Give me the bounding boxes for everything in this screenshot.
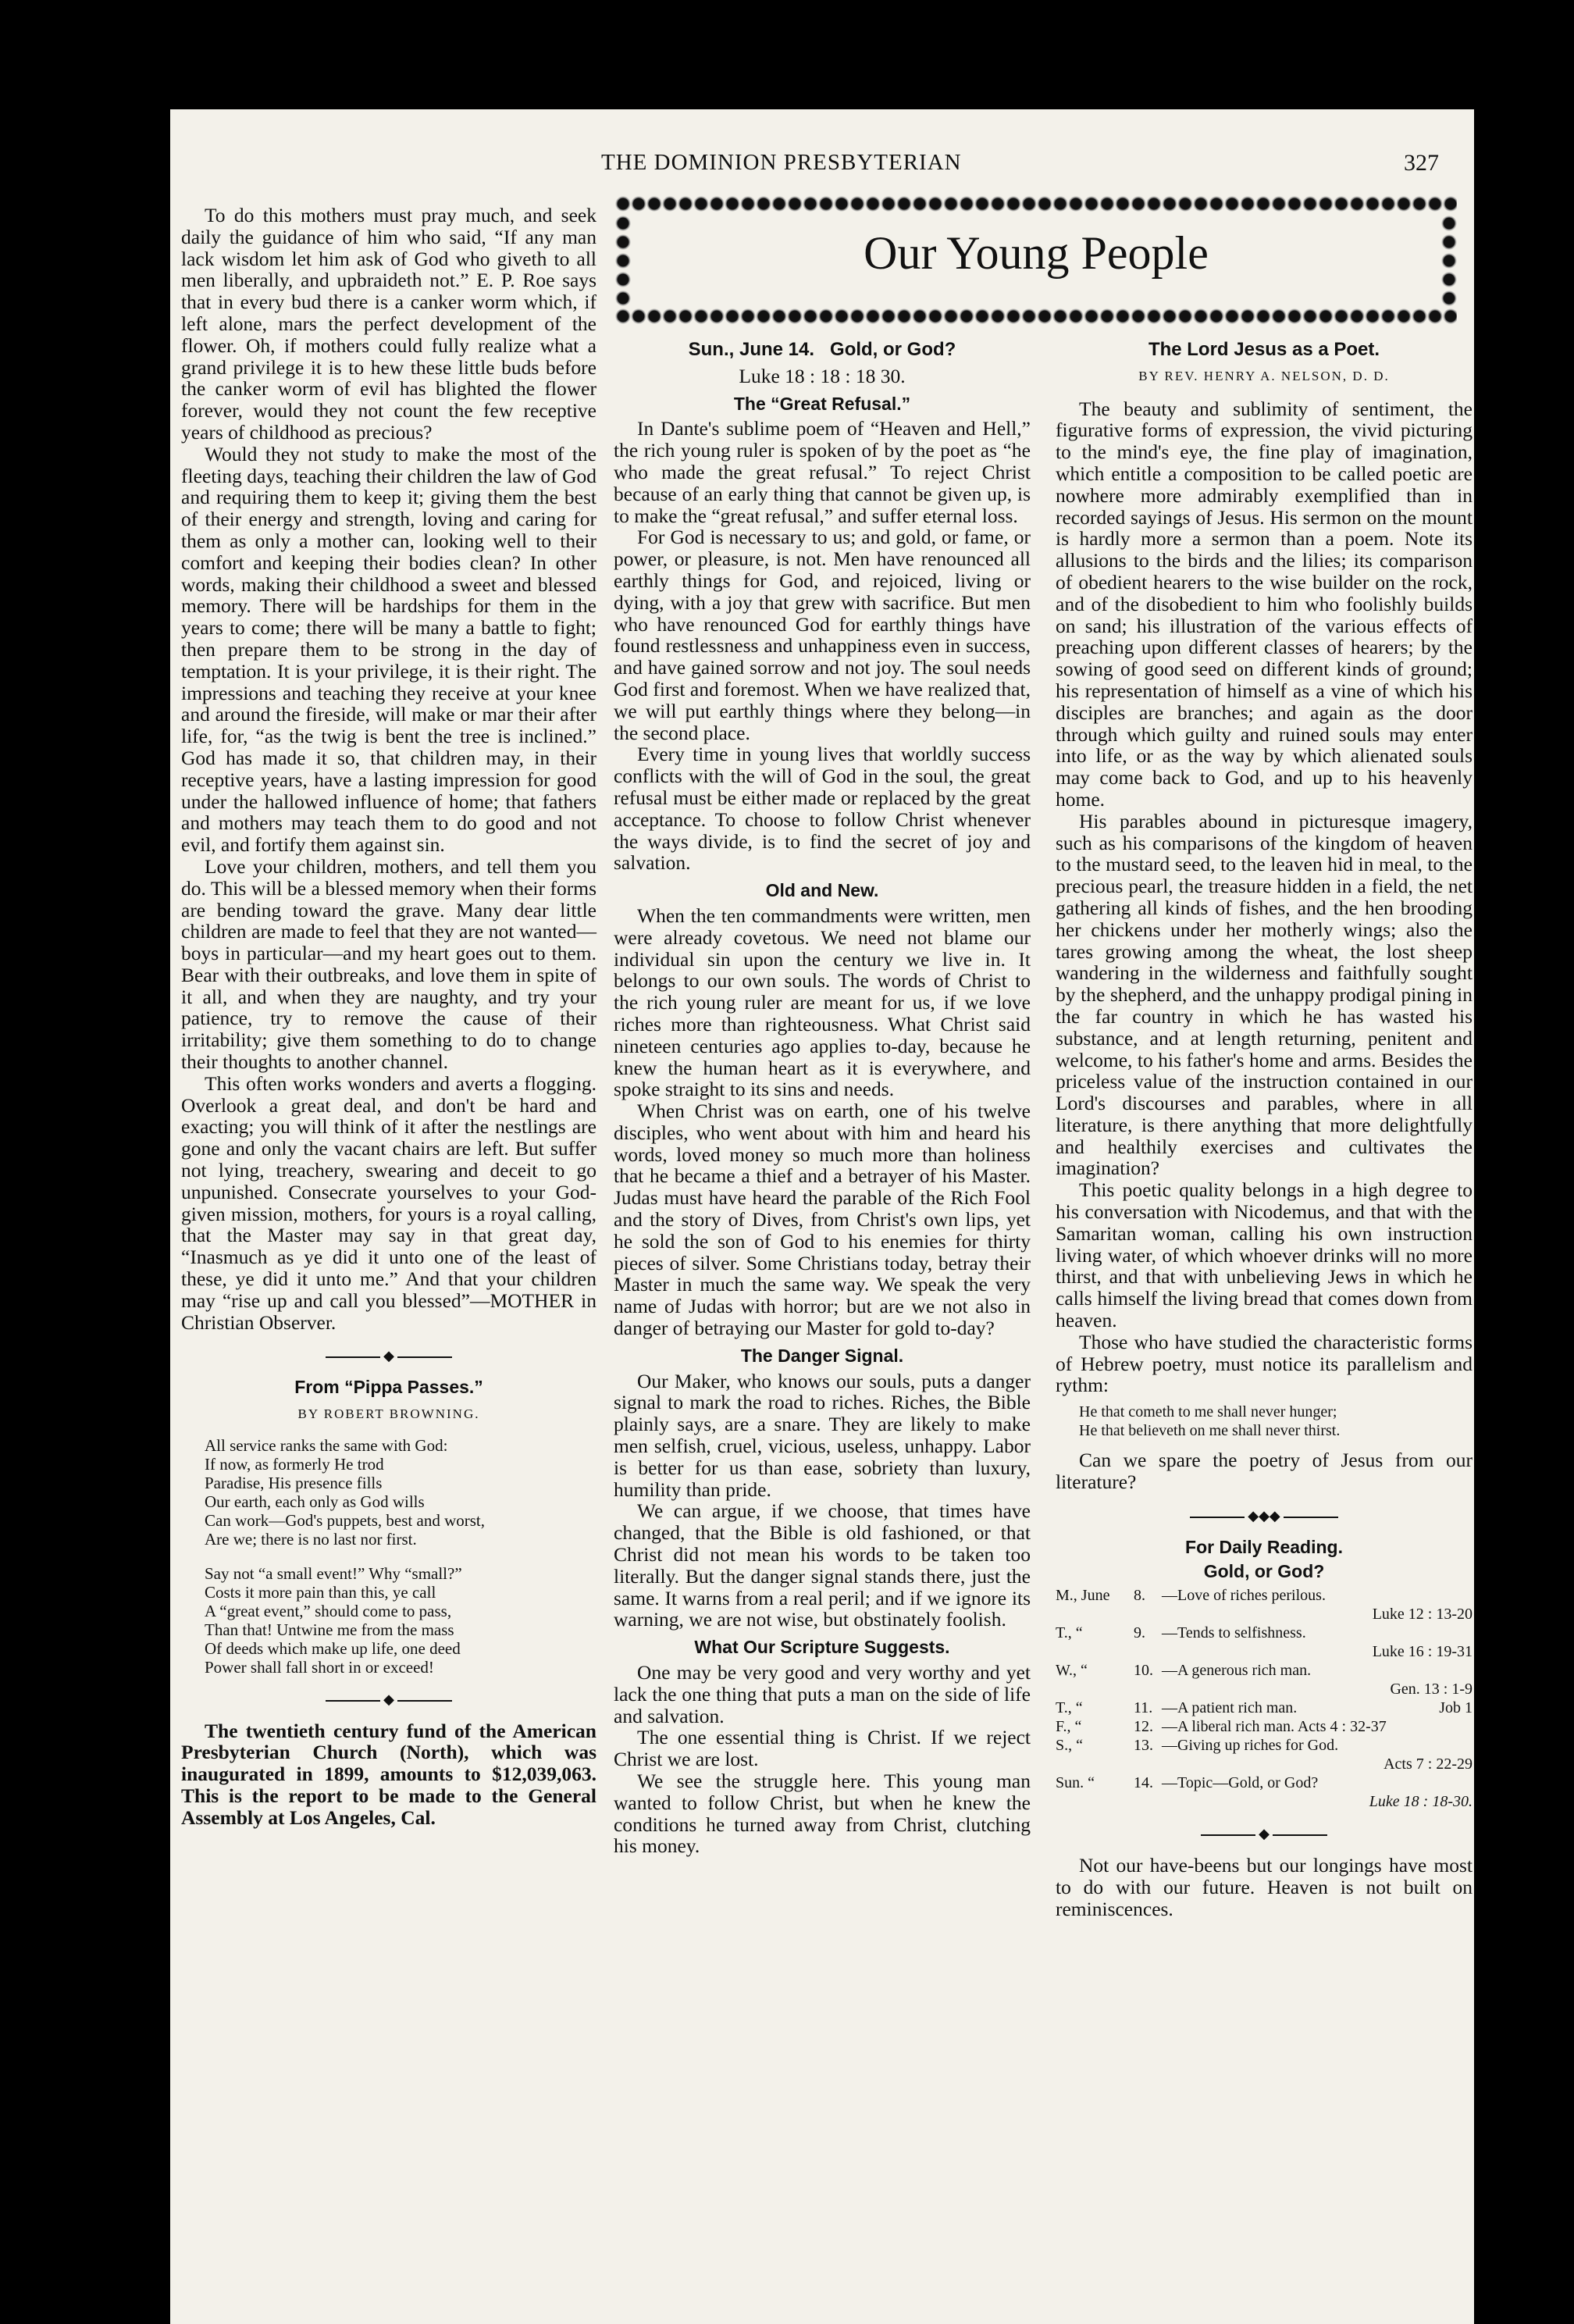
reading-day: T., “ [1056,1624,1083,1642]
poem-line: Than that! Untwine me from the mass [205,1620,454,1639]
poem-stanza-2 [205,1564,596,1677]
reading-number: 12. [1134,1718,1153,1736]
reading-text: —Tends to selfishness. [1162,1624,1306,1642]
reading-text: —Topic—Gold, or God? [1162,1774,1319,1792]
running-header: THE DOMINION PRESBYTERIAN [601,150,962,175]
list-item [1056,1736,1473,1773]
section-banner [615,194,1457,326]
paragraph: The beauty and sublimity of sentiment, the figurative forms of expression, the vivid picturing to the mind's eye, the fine play of imagination, which entitle a composition to be called poetic are nowhere more admirably exemplified than in recorded sayings of Jesus. His sermon on the mount is hardly more a sermon than a poem. Note its allusions to the birds and the lilies; its comparison of obedient hearers to the wise builder on the rock, and of the disobedient to him who foolishly builds on sand; his illustration of the various effects of preaching upon different classes of hearers; by the sowing of good seed on different kinds of ground; his representation of himself as a vine of which his disciples are branches; and again as the door through which guilty and ruined souls may enter into life, or as the way by which alienated souls may come back to God, and up to his heavenly home. [1056,397,1473,811]
reading-day: S., “ [1056,1737,1083,1755]
paragraph: Every time in young lives that worldly success conflicts with the will of God in the soul, the great refusal must be either made or replaced by the great acceptance. To choose to follow Christ whenever the ways divide, is to find the secret of joy and salvation. [614,743,1031,875]
reading-reference: Gen. 13 : 1-9 [1390,1681,1473,1698]
reading-text: —Giving up riches for God. [1162,1737,1339,1755]
paragraph: When the ten commandments were written, men were already covetous. We need not blame our individual sin upon the century we live in. It belongs to our own souls. The words of Christ to the rich young ruler are meant for us, if we love riches more than righteousness. What Christ said nineteen centuries ago applies to-day, because he knew the human heart as it is everywhere, and spoke straight to its sins and needs. [614,904,1031,1101]
reading-number: 9. [1134,1624,1145,1642]
column-left [181,205,596,1829]
paragraph: His parables abound in picturesque imagery, such as his comparisons of the kingdom of heaven to the mustard seed, to the leaven hid in meal, to the precious pearl, the treasure hidden in a field, the net gathering all kinds of fishes, and the hen brooding her chickens under her motherly wings; also the tares growing among the wheat, the lost sheep wandering in the wilderness and faithfully sought by the shepherd, and the unhappy prodigal pining in the far country in which he has wasted his substance, and at length returning, penitent and welcome, to his father's home and arms. Besides the priceless value of the instruction contained in our Lord's discourses and parables, where in all literature, is there anything that more delightfully and healthily exercises and cultivates the imagination? [1056,809,1473,1180]
reading-day: Sun. “ [1056,1774,1095,1792]
reading-number: 13. [1134,1737,1153,1755]
paragraph: We can argue, if we choose, that times have changed, that the Bible is old fashioned, or that Christ did not mean his words to be taken too literally. But the danger signal stands there, just the same. It warns from a real peril; and if we ignore its warning, we are not wise, but obstinately foolish. [614,1499,1031,1631]
reading-number: 14. [1134,1774,1153,1792]
banner-border-bottom [615,306,1457,326]
lesson-heading: Sun., June 14. Gold, or God? [688,339,956,360]
section-ornament: ◆ [181,1346,596,1367]
list-item [1056,1661,1473,1698]
reading-number: 8. [1134,1587,1145,1605]
list-item [1056,1586,1473,1624]
section-ornament: ◆◆◆ [1056,1506,1473,1527]
section-ornament: ◆ [181,1689,596,1711]
poet-article-title: The Lord Jesus as a Poet. [1148,339,1380,360]
lesson-reference: Luke 18 : 18 : 18 30. [739,364,906,387]
poet-article-byline: BY REV. HENRY A. NELSON, D. D. [1138,368,1390,383]
paragraph: Those who have studied the characteristic forms of Hebrew poetry, must notice its parallelism and rythm: [1056,1330,1473,1397]
paragraph: Love your children, mothers, and tell them you do. This will be a blessed memory when their forms are bending toward the grave. Many dear little children are made to feel that they are not wanted—boys in particular—and my heart goes out to them. Bear with their outbreaks, and love them in spite of it all, and when they are naughty, and try your patience, try to remove the cause of their irritability; give them something to do to change their thoughts to another channel. [181,854,596,1074]
reading-text: —A patient rich man. [1162,1699,1298,1717]
banner-border-top [615,194,1457,214]
closing-paragraph: Not our have-beens but our longings have most to do with our future. Heaven is not built on reminiscences. [1056,1854,1473,1920]
paragraph: Our Maker, who knows our souls, puts a danger signal to mark the road to riches. Riches, the Bible plainly says, are a snare. They are likely to make men selfish, cruel, vicious, useless, unhappy. Labor is better for us than ease, sobriety than luxury, humility than pride. [614,1369,1031,1501]
daily-reading-subheading: Gold, or God? [1203,1561,1325,1582]
paragraph: To do this mothers must pray much, and seek daily the guidance of him who said, “If any man lack wisdom let him ask of God who giveth to all men liberally, and upbraideth not.” E. P. Roe says that in every bud there is a canker worm which, if left alone, mars the perfect development of the flower. Oh, if mothers could fully realize what a grand privilege it is to hew these little buds before the canker worm of evil has blighted the flower forever, would they not count the few receptive years of childhood as precious? [181,204,596,444]
poem-line: A “great event,” should come to pass, [205,1601,452,1620]
reading-day: F., “ [1056,1718,1082,1736]
reading-reference: Job 1 [1439,1699,1473,1717]
great-refusal-heading: The “Great Refusal.” [733,393,911,414]
poem-line: If now, as formerly He trod [205,1454,384,1474]
paragraph: In Dante's sublime poem of “Heaven and Hell,” the rich young ruler is spoken of by the poet as “he who made the great refusal.” To reject Christ because of an early thing that cannot be given up, is to make the “great refusal,” and suffer eternal loss. [614,417,1031,527]
scripture-heading: What Our Scripture Suggests. [694,1637,950,1658]
poem-line: Can work—God's puppets, best and worst, [205,1510,485,1530]
reading-text: —A liberal rich man. Acts 4 : 32-37 [1162,1718,1387,1736]
list-item [1056,1773,1473,1811]
reading-text: —Love of riches perilous. [1162,1587,1326,1605]
reading-text: —A generous rich man. [1162,1662,1312,1680]
list-item [1056,1717,1473,1736]
paragraph: We see the struggle here. This young man wanted to follow Christ, but when he knew the conditions he turned away from Christ, clutching his money. [614,1770,1031,1858]
reading-reference: Luke 16 : 19-31 [1372,1643,1473,1661]
column-middle [614,339,1031,1857]
pippa-byline: BY ROBERT BROWNING. [297,1406,480,1422]
paragraph: When Christ was on earth, one of his twelve disciples, who went about with him and heard his words, loved money so much more than holiness that he became a thief and a betrayer of his Master. Judas must have heard the parable of the Rich Fool and the story of Dives, from Christ's own lips, yet he sold the son of God to his enemies for thirty pieces of silver. Some Christians today, betray their Master in much the same way. We speak the very name of Judas with horror; but are we not also in danger of betraying our Master for gold to-day? [614,1100,1031,1340]
poem-line: Power shall fall short in or exceed! [205,1657,434,1677]
scripture-quote [1079,1403,1473,1440]
old-new-heading: Old and New. [765,880,879,901]
quote-line: He that believeth on me shall never thirst. [1079,1422,1341,1440]
pippa-title: From “Pippa Passes.” [294,1377,483,1398]
reading-reference: Luke 12 : 13-20 [1372,1606,1473,1624]
poem-line: Are we; there is no last nor first. [205,1529,417,1549]
quote-line: He that cometh to me shall never hunger; [1079,1403,1337,1421]
paragraph: Can we spare the poetry of Jesus from our literature? [1056,1449,1473,1494]
reading-reference: Acts 7 : 22-29 [1383,1755,1473,1773]
reading-day: T., “ [1056,1699,1083,1717]
danger-heading: The Danger Signal. [740,1345,904,1366]
poem-stanza-1 [205,1436,596,1549]
poem-line: Our earth, each only as God wills [205,1492,425,1511]
page-number: 327 [1404,150,1439,176]
banner-title: Our Young People [864,227,1209,279]
poem-line: Paradise, His presence fills [205,1473,383,1492]
poem-line: All service ranks the same with God: [205,1435,448,1455]
reading-day: W., “ [1056,1662,1088,1680]
section-ornament: ◆ [1056,1823,1473,1845]
list-item [1056,1698,1473,1717]
paragraph: Would they not study to make the most of the fleeting days, teaching their children the law of God and requiring them to keep it; giving them the best of their energy and strength, loving and caring for them as only a mother can, looking well to their comfort and keeping their bodies clean? In other words, making their childhood a sweet and blessed memory. There will be hardships for them in the years to come; there will be many a battle to fight; then prepare them to be strong in the day of temptation. It is your privilege, it is their right. The impressions and teaching they receive at your knee and around the fireside, will make or mar their after life, for, “as the twig is bent the tree is inclined.” God has made it so, that children may, in their receptive years, have a lasting impression for good under the hallowed influence of home; that fathers and mothers may teach them to do good and not evil, and fortify them against sin. [181,442,596,857]
daily-reading-heading: For Daily Reading. [1185,1536,1343,1557]
paragraph: One may be very good and very worthy and yet lack the one thing that puts a man on the side of life and salvation. [614,1661,1031,1727]
reading-day: M., June [1056,1587,1110,1605]
paragraph: For God is necessary to us; and gold, or fame, or power, or pleasure, is not. Men have renounced all earthly things for God, and rejoiced, living or dying, with a joy that grew with sacrifice. But men who have renounced God for earthly things have found restlessness and unhappiness even in success, and have gained sorrow and not joy. The soul needs God first and foremost. When we have realized that, we will put earthly things where they belong—in the second place. [614,526,1031,744]
daily-readings-list [1056,1586,1473,1811]
paragraph: This often works wonders and averts a flogging. Overlook a great deal, and don't be hard and exacting; you will think of it after the nestlings are gone and only the vacant chairs are left. But suffer not lying, treachery, swearing and deceit to go unpunished. Consecrate yourselves to your God-given mission, mothers, for yours is a royal calling, that the Master may say in that great day, “Inasmuch as ye did it unto one of the least of these, ye did it unto me.” And that your children may “rise up and call you blessed”—MOTHER in Christian Observer. [181,1071,596,1334]
reading-number: 10. [1134,1662,1153,1680]
paragraph: The one essential thing is Christ. If we reject Christ we are lost. [614,1726,1031,1771]
reading-reference: Luke 18 : 18-30. [1369,1793,1473,1811]
paragraph: This poetic quality belongs in a high degree to his conversation with Nicodemus, and that with the Samaritan woman, calling his own instruction living water, of which whoever drinks will no more thirst, and that with unbelieving Jews in which he calls himself the living bread that comes down from heaven. [1056,1178,1473,1332]
poem-line: Costs it more pain than this, ye call [205,1582,436,1602]
column-right [1056,339,1473,1919]
reading-number: 11. [1134,1699,1153,1717]
poem-line: Say not “a small event!” Why “small?” [205,1563,462,1583]
fund-paragraph: The twentieth century fund of the American Presbyterian Church (North), which was inaugurated in 1899, amounts to $12,039,063. This is the report to be made to the General Assembly at Los Angeles, Cal. [181,1719,596,1829]
poem-line: Of deeds which make up life, one deed [205,1638,461,1658]
list-item [1056,1624,1473,1661]
